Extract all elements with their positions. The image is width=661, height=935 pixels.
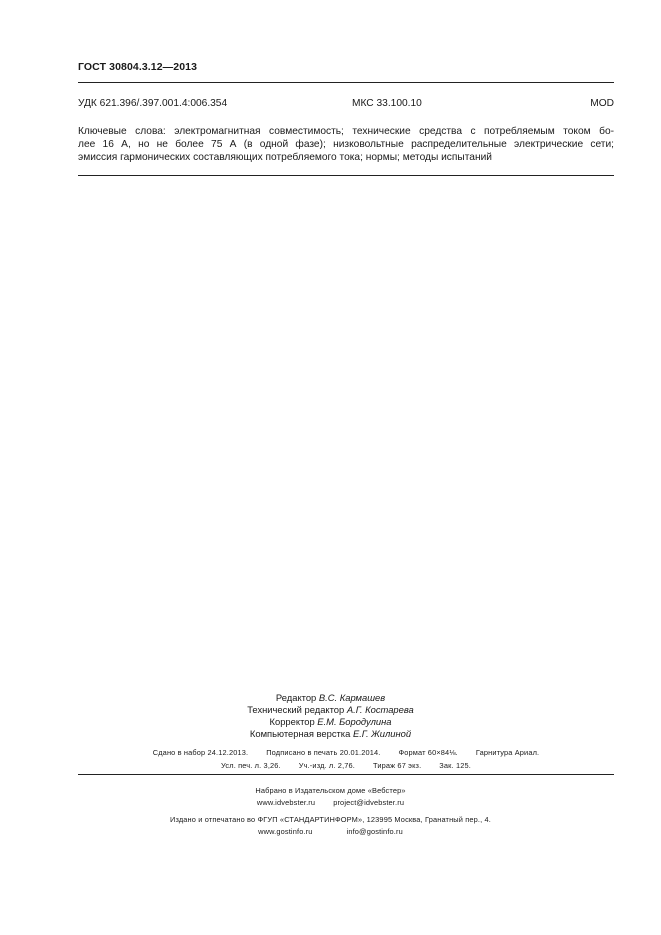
imprint-item: Гарнитура Ариал. bbox=[475, 748, 540, 757]
credit-name: В.С. Кармашев bbox=[318, 692, 386, 703]
credit-name: Е.Г. Жилиной bbox=[352, 728, 412, 739]
credit-role: Технический редактор bbox=[247, 704, 345, 715]
document-code: ГОСТ 30804.3.12—2013 bbox=[78, 61, 198, 73]
typeset-email-link[interactable]: project@idvebster.ru bbox=[333, 798, 405, 807]
printed-site-link[interactable]: www.gostinfo.ru bbox=[258, 827, 313, 836]
keywords-line: Ключевые слова: электромагнитная совместимость; технические средства с потребляемым током бо- bbox=[78, 126, 614, 137]
credit-role: Корректор bbox=[269, 716, 315, 727]
imprint-item: Уч.-изд. л. 2,76. bbox=[298, 761, 355, 770]
typeset-site-link[interactable]: www.idvebster.ru bbox=[256, 798, 316, 807]
keywords-line: лее 16 А, но не более 75 А (в одной фазе); низковольтные распределительные электрические сети; bbox=[78, 139, 614, 151]
keywords-rule bbox=[78, 175, 614, 176]
credit-name: Е.М. Бородулина bbox=[317, 716, 392, 727]
keywords-line: эмиссия гармонических составляющих потребляемого тока; нормы; методы испытаний bbox=[78, 152, 492, 164]
credit-name: А.Г. Костарева bbox=[346, 704, 414, 715]
credit-editor bbox=[0, 692, 661, 704]
printed-email-link[interactable]: info@gostinfo.ru bbox=[346, 827, 403, 836]
keywords-block bbox=[78, 125, 614, 165]
printed-by: Издано и отпечатано во ФГУП «СТАНДАРТИНФОРМ», 123995 Москва, Гранатный пер., 4. bbox=[170, 815, 491, 824]
imprint-item: Усл. печ. л. 3,26. bbox=[221, 761, 281, 770]
imprint-item: Формат 60×84⅛. bbox=[398, 748, 458, 757]
imprint-line-2 bbox=[78, 761, 614, 770]
imprint-item: Тираж 67 экз. bbox=[373, 761, 422, 770]
udk-code: УДК 621.396/.397.001.4:006.354 bbox=[78, 98, 228, 109]
typeset-contacts bbox=[0, 798, 661, 807]
printed-contacts bbox=[0, 827, 661, 836]
imprint-item: Подписано в печать 20.01.2014. bbox=[266, 748, 381, 757]
imprint-item: Зак. 125. bbox=[439, 761, 471, 770]
typeset-by: Набрано в Издательском доме «Вебстер» bbox=[255, 786, 406, 795]
header-rule bbox=[78, 82, 614, 83]
imprint-line-1 bbox=[78, 748, 614, 757]
mks-code: МКС 33.100.10 bbox=[352, 98, 422, 109]
credit-corrector bbox=[0, 716, 661, 728]
credit-role: Редактор bbox=[275, 692, 317, 703]
credit-tech-editor bbox=[0, 704, 661, 716]
credit-role: Компьютерная верстка bbox=[249, 728, 351, 739]
imprint-rule bbox=[78, 774, 614, 775]
imprint-item: Сдано в набор 24.12.2013. bbox=[152, 748, 249, 757]
mod-label: MOD bbox=[590, 98, 614, 109]
credit-layout bbox=[0, 728, 661, 740]
